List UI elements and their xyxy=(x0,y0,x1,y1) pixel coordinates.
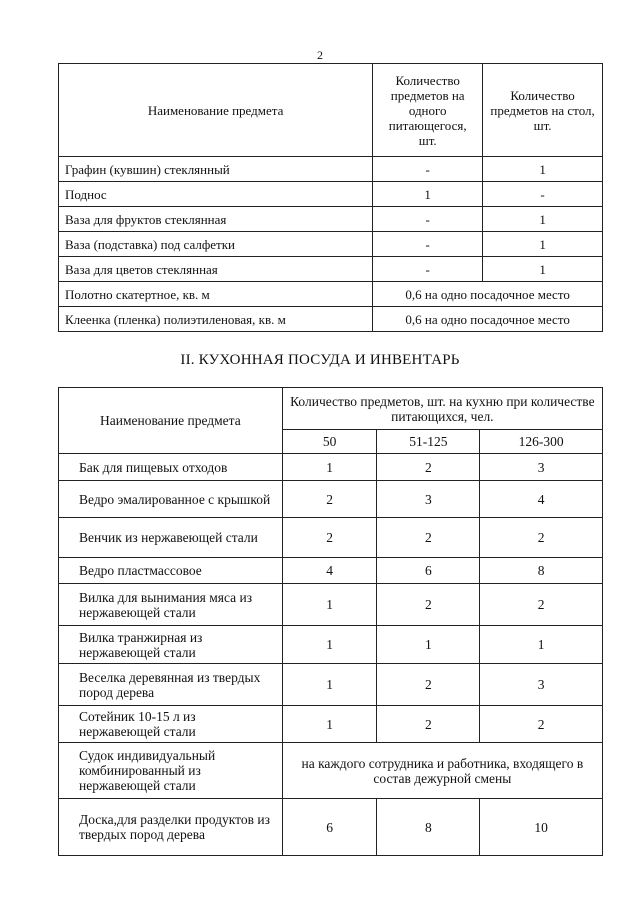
table-row xyxy=(59,282,603,307)
item-name: Графин (кувшин) стеклянный xyxy=(59,157,373,182)
per-table-value: 1 xyxy=(483,157,603,182)
merged-value: на каждого сотрудника и работника, входящего в состав дежурной смены xyxy=(282,743,602,799)
item-name: Доска,для разделки продуктов из твердых пород дерева xyxy=(59,799,283,856)
qty-51-125: 2 xyxy=(377,706,480,743)
qty-51-125: 2 xyxy=(377,584,480,626)
qty-51-125: 2 xyxy=(377,454,480,481)
qty-50: 1 xyxy=(282,584,377,626)
merged-value: 0,6 на одно посадочное место xyxy=(373,307,603,332)
section-title: II. КУХОННАЯ ПОСУДА И ИНВЕНТАРЬ xyxy=(180,352,460,368)
qty-50: 1 xyxy=(282,626,377,664)
table-row xyxy=(59,584,603,626)
qty-50: 1 xyxy=(282,454,377,481)
table-header-row xyxy=(59,64,603,157)
item-name: Сотейник 10-15 л из нержавеющей стали xyxy=(59,706,283,743)
qty-51-125: 8 xyxy=(377,799,480,856)
item-name: Венчик из нержавеющей стали xyxy=(59,518,283,558)
table-row xyxy=(59,307,603,332)
kitchen-utensils-table xyxy=(58,387,603,856)
qty-50: 1 xyxy=(282,664,377,706)
qty-51-125: 6 xyxy=(377,558,480,584)
qty-126-300: 4 xyxy=(480,481,603,518)
qty-126-300: 2 xyxy=(480,706,603,743)
table-row xyxy=(59,232,603,257)
table-row xyxy=(59,481,603,518)
header-item-name: Наименование предмета xyxy=(59,388,283,454)
qty-50: 2 xyxy=(282,518,377,558)
item-name: Судок индивидуальный комбинированный из нержавеющей стали xyxy=(59,743,283,799)
page-number: 2 xyxy=(317,48,323,62)
item-name: Вилка для вынимания мяса из нержавеющей стали xyxy=(59,584,283,626)
tableware-table xyxy=(58,63,603,332)
per-person-value: - xyxy=(373,257,483,282)
qty-50: 4 xyxy=(282,558,377,584)
item-name: Поднос xyxy=(59,182,373,207)
qty-51-125: 3 xyxy=(377,481,480,518)
table-row xyxy=(59,664,603,706)
header-col-50: 50 xyxy=(282,430,377,454)
table-row xyxy=(59,706,603,743)
item-name: Ведро пластмассовое xyxy=(59,558,283,584)
header-per-person: Количество предметов на одного питающегося, шт. xyxy=(373,64,483,157)
qty-50: 2 xyxy=(282,481,377,518)
per-table-value: 1 xyxy=(483,232,603,257)
per-person-value: - xyxy=(373,157,483,182)
per-table-value: 1 xyxy=(483,207,603,232)
per-person-value: 1 xyxy=(373,182,483,207)
header-item-name: Наименование предмета xyxy=(59,64,373,157)
qty-51-125: 2 xyxy=(377,518,480,558)
header-quantity-group: Количество предметов, шт. на кухню при количестве питающихся, чел. xyxy=(282,388,602,430)
qty-51-125: 2 xyxy=(377,664,480,706)
item-name: Вилка транжирная из нержавеющей стали xyxy=(59,626,283,664)
qty-126-300: 1 xyxy=(480,626,603,664)
table-row xyxy=(59,558,603,584)
item-name: Клеенка (пленка) полиэтиленовая, кв. м xyxy=(59,307,373,332)
header-col-126-300: 126-300 xyxy=(480,430,603,454)
table-row xyxy=(59,454,603,481)
merged-value: 0,6 на одно посадочное место xyxy=(373,282,603,307)
per-table-value: - xyxy=(483,182,603,207)
item-name: Бак для пищевых отходов xyxy=(59,454,283,481)
qty-126-300: 8 xyxy=(480,558,603,584)
qty-126-300: 3 xyxy=(480,664,603,706)
item-name: Ваза для цветов стеклянная xyxy=(59,257,373,282)
item-name: Веселка деревянная из твердых пород дерева xyxy=(59,664,283,706)
item-name: Ваза для фруктов стеклянная xyxy=(59,207,373,232)
table-row xyxy=(59,743,603,799)
per-person-value: - xyxy=(373,207,483,232)
table-row xyxy=(59,257,603,282)
qty-51-125: 1 xyxy=(377,626,480,664)
table-row xyxy=(59,799,603,856)
qty-126-300: 10 xyxy=(480,799,603,856)
per-person-value: - xyxy=(373,232,483,257)
qty-50: 1 xyxy=(282,706,377,743)
qty-126-300: 3 xyxy=(480,454,603,481)
qty-50: 6 xyxy=(282,799,377,856)
per-table-value: 1 xyxy=(483,257,603,282)
table-header-row xyxy=(59,388,603,430)
header-per-table: Количество предметов на стол, шт. xyxy=(483,64,603,157)
item-name: Полотно скатертное, кв. м xyxy=(59,282,373,307)
qty-126-300: 2 xyxy=(480,584,603,626)
item-name: Ведро эмалированное с крышкой xyxy=(59,481,283,518)
header-col-51-125: 51-125 xyxy=(377,430,480,454)
table-row xyxy=(59,207,603,232)
table-row xyxy=(59,157,603,182)
table-row xyxy=(59,182,603,207)
item-name: Ваза (подставка) под салфетки xyxy=(59,232,373,257)
qty-126-300: 2 xyxy=(480,518,603,558)
table-row xyxy=(59,518,603,558)
table-row xyxy=(59,626,603,664)
